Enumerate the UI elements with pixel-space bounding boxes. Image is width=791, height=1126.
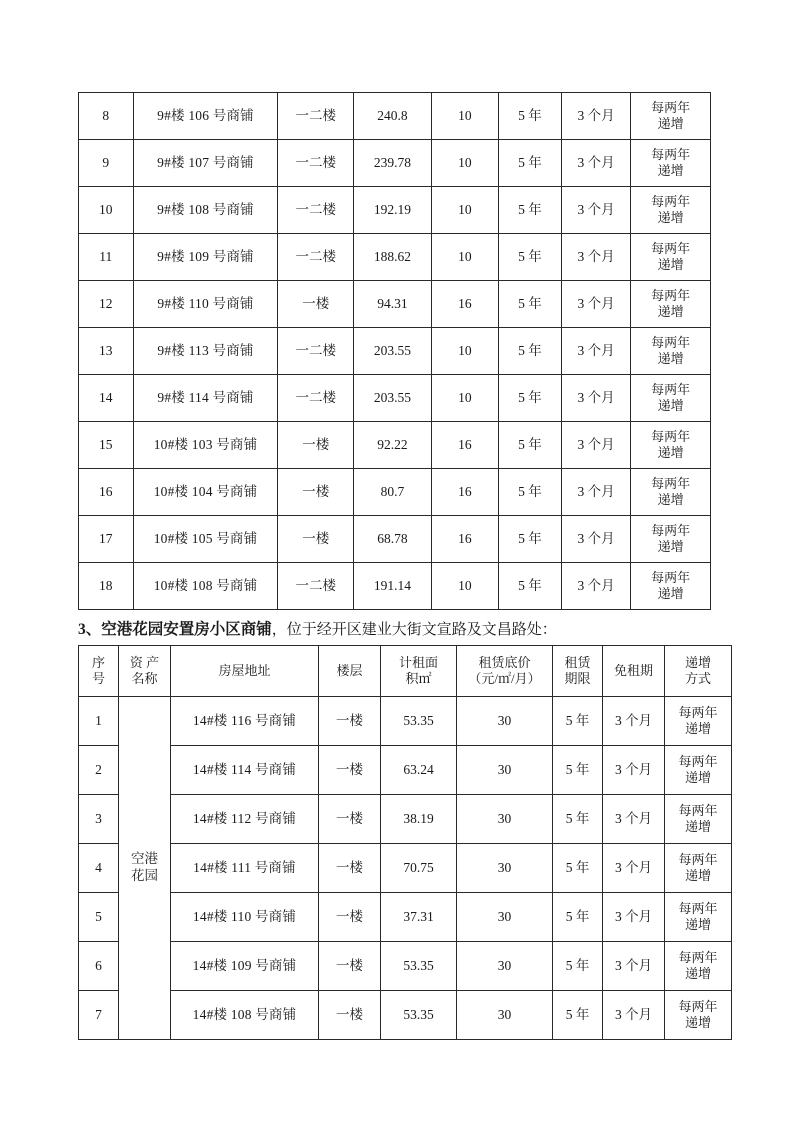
cell-price: 30 bbox=[457, 991, 553, 1040]
cell-increment-l1: 每两年 bbox=[678, 851, 718, 867]
cell-free-period: 3 个月 bbox=[561, 563, 630, 610]
cell-increment bbox=[665, 795, 732, 844]
cell-term: 5 年 bbox=[553, 697, 603, 746]
header-term bbox=[553, 646, 603, 697]
cell-price: 10 bbox=[431, 187, 498, 234]
table-row bbox=[79, 140, 711, 187]
cell-term: 5 年 bbox=[553, 746, 603, 795]
cell-increment-l1: 每两年 bbox=[651, 146, 691, 162]
cell-price: 10 bbox=[431, 375, 498, 422]
table-bottom bbox=[78, 645, 732, 1040]
cell-increment bbox=[631, 281, 711, 328]
cell-floor: 一楼 bbox=[319, 991, 381, 1040]
cell-increment-l1: 每两年 bbox=[651, 428, 691, 444]
cell-address: 14#楼 110 号商铺 bbox=[171, 893, 319, 942]
cell-increment bbox=[665, 844, 732, 893]
cell-price: 10 bbox=[431, 234, 498, 281]
cell-increment-l2: 递增 bbox=[684, 721, 711, 736]
cell-increment-l2: 递增 bbox=[684, 966, 711, 981]
table-row bbox=[79, 281, 711, 328]
header-area-l1: 计租面 bbox=[398, 654, 438, 670]
table-top bbox=[78, 92, 711, 610]
cell-address: 9#楼 106 号商铺 bbox=[133, 93, 278, 140]
cell-increment bbox=[665, 942, 732, 991]
cell-floor: 一楼 bbox=[319, 893, 381, 942]
cell-price: 30 bbox=[457, 893, 553, 942]
cell-floor: 一楼 bbox=[278, 422, 354, 469]
cell-increment-l2: 递增 bbox=[657, 351, 684, 366]
cell-address: 9#楼 114 号商铺 bbox=[133, 375, 278, 422]
cell-floor: 一二楼 bbox=[278, 140, 354, 187]
cell-increment-l1: 每两年 bbox=[651, 381, 691, 397]
cell-increment bbox=[631, 516, 711, 563]
cell-increment-l1: 每两年 bbox=[651, 193, 691, 209]
cell-term: 5 年 bbox=[553, 795, 603, 844]
cell-increment bbox=[665, 746, 732, 795]
cell-free-period: 3 个月 bbox=[561, 187, 630, 234]
cell-increment-l2: 递增 bbox=[657, 398, 684, 413]
cell-price: 10 bbox=[431, 140, 498, 187]
cell-address: 10#楼 103 号商铺 bbox=[133, 422, 278, 469]
shops-table-continued bbox=[78, 92, 711, 610]
cell-area: 53.35 bbox=[381, 697, 457, 746]
header-increment-l2: 方式 bbox=[684, 671, 711, 686]
header-price-l2: （元/㎡/月） bbox=[468, 671, 541, 686]
cell-free-period: 3 个月 bbox=[561, 140, 630, 187]
cell-address: 10#楼 105 号商铺 bbox=[133, 516, 278, 563]
cell-free-period: 3 个月 bbox=[561, 93, 630, 140]
cell-address: 14#楼 116 号商铺 bbox=[171, 697, 319, 746]
cell-free-period: 3 个月 bbox=[603, 697, 665, 746]
cell-increment-l2: 递增 bbox=[657, 586, 684, 601]
cell-increment-l1: 每两年 bbox=[651, 99, 691, 115]
table-row bbox=[79, 746, 732, 795]
header-address: 房屋地址 bbox=[171, 646, 319, 697]
cell-area: 53.35 bbox=[381, 991, 457, 1040]
cell-address: 14#楼 108 号商铺 bbox=[171, 991, 319, 1040]
cell-area: 63.24 bbox=[381, 746, 457, 795]
cell-increment-l1: 每两年 bbox=[678, 998, 718, 1014]
cell-term: 5 年 bbox=[498, 93, 561, 140]
cell-address: 14#楼 112 号商铺 bbox=[171, 795, 319, 844]
cell-free-period: 3 个月 bbox=[561, 469, 630, 516]
cell-floor: 一楼 bbox=[319, 697, 381, 746]
cell-increment-l2: 递增 bbox=[684, 770, 711, 785]
cell-term: 5 年 bbox=[553, 893, 603, 942]
cell-index: 11 bbox=[79, 234, 134, 281]
cell-term: 5 年 bbox=[553, 844, 603, 893]
cell-price: 30 bbox=[457, 942, 553, 991]
table-row bbox=[79, 563, 711, 610]
cell-index: 5 bbox=[79, 893, 119, 942]
table-row bbox=[79, 697, 732, 746]
header-area-l2: 积㎡ bbox=[405, 671, 432, 686]
header-increment-l1: 递增 bbox=[684, 654, 711, 670]
cell-price: 30 bbox=[457, 795, 553, 844]
table-row bbox=[79, 234, 711, 281]
cell-increment-l2: 递增 bbox=[684, 917, 711, 932]
cell-term: 5 年 bbox=[498, 234, 561, 281]
cell-increment-l1: 每两年 bbox=[678, 949, 718, 965]
table-row bbox=[79, 795, 732, 844]
section-heading bbox=[78, 619, 718, 641]
cell-increment-l1: 每两年 bbox=[651, 287, 691, 303]
table-row bbox=[79, 469, 711, 516]
cell-increment-l1: 每两年 bbox=[651, 334, 691, 350]
cell-term: 5 年 bbox=[498, 375, 561, 422]
cell-area: 203.55 bbox=[354, 328, 432, 375]
table-row bbox=[79, 422, 711, 469]
cell-increment-l2: 递增 bbox=[657, 163, 684, 178]
cell-address: 9#楼 110 号商铺 bbox=[133, 281, 278, 328]
cell-price: 16 bbox=[431, 469, 498, 516]
cell-floor: 一二楼 bbox=[278, 234, 354, 281]
cell-term: 5 年 bbox=[498, 140, 561, 187]
cell-price: 16 bbox=[431, 281, 498, 328]
cell-floor: 一二楼 bbox=[278, 563, 354, 610]
cell-index: 16 bbox=[79, 469, 134, 516]
cell-area: 203.55 bbox=[354, 375, 432, 422]
cell-increment-l2: 递增 bbox=[657, 210, 684, 225]
cell-index: 17 bbox=[79, 516, 134, 563]
cell-increment bbox=[631, 375, 711, 422]
cell-index: 3 bbox=[79, 795, 119, 844]
cell-increment-l2: 递增 bbox=[657, 492, 684, 507]
konggang-shops-table bbox=[78, 645, 718, 1040]
cell-floor: 一楼 bbox=[278, 281, 354, 328]
table-header-row bbox=[79, 646, 732, 697]
cell-increment bbox=[665, 991, 732, 1040]
cell-increment bbox=[631, 469, 711, 516]
cell-increment bbox=[631, 422, 711, 469]
cell-floor: 一二楼 bbox=[278, 187, 354, 234]
cell-term: 5 年 bbox=[498, 187, 561, 234]
cell-increment-l1: 每两年 bbox=[678, 900, 718, 916]
table-row bbox=[79, 991, 732, 1040]
header-asset-name bbox=[119, 646, 171, 697]
cell-floor: 一二楼 bbox=[278, 375, 354, 422]
cell-floor: 一楼 bbox=[319, 795, 381, 844]
cell-index: 2 bbox=[79, 746, 119, 795]
header-increment bbox=[665, 646, 732, 697]
cell-floor: 一二楼 bbox=[278, 93, 354, 140]
cell-address: 9#楼 107 号商铺 bbox=[133, 140, 278, 187]
cell-term: 5 年 bbox=[498, 281, 561, 328]
cell-term: 5 年 bbox=[498, 563, 561, 610]
cell-area: 239.78 bbox=[354, 140, 432, 187]
header-free-period: 免租期 bbox=[603, 646, 665, 697]
table-row bbox=[79, 187, 711, 234]
header-index-l1: 序 bbox=[91, 654, 105, 670]
cell-area: 94.31 bbox=[354, 281, 432, 328]
cell-increment bbox=[631, 328, 711, 375]
cell-floor: 一楼 bbox=[278, 516, 354, 563]
header-price-l1: 租赁底价 bbox=[478, 654, 531, 670]
cell-price: 10 bbox=[431, 563, 498, 610]
cell-index: 6 bbox=[79, 942, 119, 991]
cell-increment bbox=[631, 140, 711, 187]
cell-index: 15 bbox=[79, 422, 134, 469]
cell-increment bbox=[665, 893, 732, 942]
cell-address: 9#楼 113 号商铺 bbox=[133, 328, 278, 375]
cell-asset-name-l2: 花园 bbox=[131, 868, 158, 883]
cell-free-period: 3 个月 bbox=[561, 375, 630, 422]
cell-floor: 一楼 bbox=[319, 942, 381, 991]
table-row bbox=[79, 844, 732, 893]
cell-price: 10 bbox=[431, 328, 498, 375]
cell-increment-l1: 每两年 bbox=[651, 475, 691, 491]
cell-increment bbox=[631, 234, 711, 281]
header-index-l2: 号 bbox=[91, 671, 105, 686]
cell-increment-l2: 递增 bbox=[657, 257, 684, 272]
cell-address: 10#楼 104 号商铺 bbox=[133, 469, 278, 516]
cell-asset-name-l1: 空港 bbox=[131, 851, 158, 867]
cell-index: 8 bbox=[79, 93, 134, 140]
cell-address: 9#楼 108 号商铺 bbox=[133, 187, 278, 234]
cell-increment-l2: 递增 bbox=[684, 868, 711, 883]
cell-index: 12 bbox=[79, 281, 134, 328]
cell-free-period: 3 个月 bbox=[561, 281, 630, 328]
cell-area: 240.8 bbox=[354, 93, 432, 140]
header-floor: 楼层 bbox=[319, 646, 381, 697]
cell-increment bbox=[631, 187, 711, 234]
cell-area: 38.19 bbox=[381, 795, 457, 844]
cell-price: 10 bbox=[431, 93, 498, 140]
cell-area: 53.35 bbox=[381, 942, 457, 991]
cell-term: 5 年 bbox=[498, 422, 561, 469]
cell-address: 14#楼 109 号商铺 bbox=[171, 942, 319, 991]
cell-increment-l1: 每两年 bbox=[678, 753, 718, 769]
cell-increment-l2: 递增 bbox=[657, 445, 684, 460]
header-asset-name-l1: 资 产 bbox=[129, 654, 160, 670]
header-term-l2: 期限 bbox=[564, 671, 591, 686]
cell-free-period: 3 个月 bbox=[603, 893, 665, 942]
cell-increment-l1: 每两年 bbox=[651, 240, 691, 256]
cell-increment-l1: 每两年 bbox=[678, 802, 718, 818]
cell-index: 4 bbox=[79, 844, 119, 893]
section-heading-bold: 3、空港花园安置房小区商铺 bbox=[78, 621, 272, 638]
cell-free-period: 3 个月 bbox=[603, 942, 665, 991]
cell-free-period: 3 个月 bbox=[603, 746, 665, 795]
cell-price: 30 bbox=[457, 697, 553, 746]
cell-index: 18 bbox=[79, 563, 134, 610]
cell-free-period: 3 个月 bbox=[561, 422, 630, 469]
cell-price: 16 bbox=[431, 516, 498, 563]
cell-increment-l2: 递增 bbox=[684, 1015, 711, 1030]
cell-increment-l2: 递增 bbox=[657, 539, 684, 554]
cell-area: 68.78 bbox=[354, 516, 432, 563]
table-row bbox=[79, 375, 711, 422]
cell-increment bbox=[631, 563, 711, 610]
section-heading-normal: ，位于经开区建业大街文宣路及文昌路处： bbox=[271, 622, 557, 638]
cell-area: 37.31 bbox=[381, 893, 457, 942]
cell-term: 5 年 bbox=[498, 469, 561, 516]
cell-increment-l1: 每两年 bbox=[678, 704, 718, 720]
cell-price: 30 bbox=[457, 746, 553, 795]
cell-term: 5 年 bbox=[553, 942, 603, 991]
cell-area: 191.14 bbox=[354, 563, 432, 610]
cell-index: 10 bbox=[79, 187, 134, 234]
table-row bbox=[79, 516, 711, 563]
table-row bbox=[79, 328, 711, 375]
cell-term: 5 年 bbox=[498, 328, 561, 375]
cell-floor: 一楼 bbox=[278, 469, 354, 516]
cell-free-period: 3 个月 bbox=[603, 844, 665, 893]
cell-index: 13 bbox=[79, 328, 134, 375]
cell-index: 7 bbox=[79, 991, 119, 1040]
cell-increment-l2: 递增 bbox=[657, 304, 684, 319]
cell-area: 192.19 bbox=[354, 187, 432, 234]
cell-increment bbox=[631, 93, 711, 140]
cell-increment-l2: 递增 bbox=[657, 116, 684, 131]
cell-free-period: 3 个月 bbox=[561, 516, 630, 563]
cell-increment-l1: 每两年 bbox=[651, 569, 691, 585]
cell-increment-l2: 递增 bbox=[684, 819, 711, 834]
cell-area: 80.7 bbox=[354, 469, 432, 516]
cell-floor: 一二楼 bbox=[278, 328, 354, 375]
cell-free-period: 3 个月 bbox=[561, 234, 630, 281]
table-row bbox=[79, 93, 711, 140]
header-asset-name-l2: 名称 bbox=[131, 671, 158, 686]
header-price bbox=[457, 646, 553, 697]
cell-term: 5 年 bbox=[553, 991, 603, 1040]
cell-floor: 一楼 bbox=[319, 844, 381, 893]
cell-area: 70.75 bbox=[381, 844, 457, 893]
header-term-l1: 租赁 bbox=[564, 654, 591, 670]
cell-index: 9 bbox=[79, 140, 134, 187]
cell-price: 30 bbox=[457, 844, 553, 893]
cell-area: 92.22 bbox=[354, 422, 432, 469]
cell-address: 14#楼 114 号商铺 bbox=[171, 746, 319, 795]
cell-price: 16 bbox=[431, 422, 498, 469]
cell-index: 1 bbox=[79, 697, 119, 746]
cell-free-period: 3 个月 bbox=[561, 328, 630, 375]
cell-increment bbox=[665, 697, 732, 746]
table-row bbox=[79, 942, 732, 991]
cell-floor: 一楼 bbox=[319, 746, 381, 795]
cell-index: 14 bbox=[79, 375, 134, 422]
cell-free-period: 3 个月 bbox=[603, 795, 665, 844]
table-row bbox=[79, 893, 732, 942]
cell-address: 10#楼 108 号商铺 bbox=[133, 563, 278, 610]
header-area bbox=[381, 646, 457, 697]
cell-term: 5 年 bbox=[498, 516, 561, 563]
cell-increment-l1: 每两年 bbox=[651, 522, 691, 538]
cell-free-period: 3 个月 bbox=[603, 991, 665, 1040]
cell-area: 188.62 bbox=[354, 234, 432, 281]
header-index bbox=[79, 646, 119, 697]
cell-asset-name bbox=[119, 697, 171, 1040]
cell-address: 9#楼 109 号商铺 bbox=[133, 234, 278, 281]
cell-address: 14#楼 111 号商铺 bbox=[171, 844, 319, 893]
